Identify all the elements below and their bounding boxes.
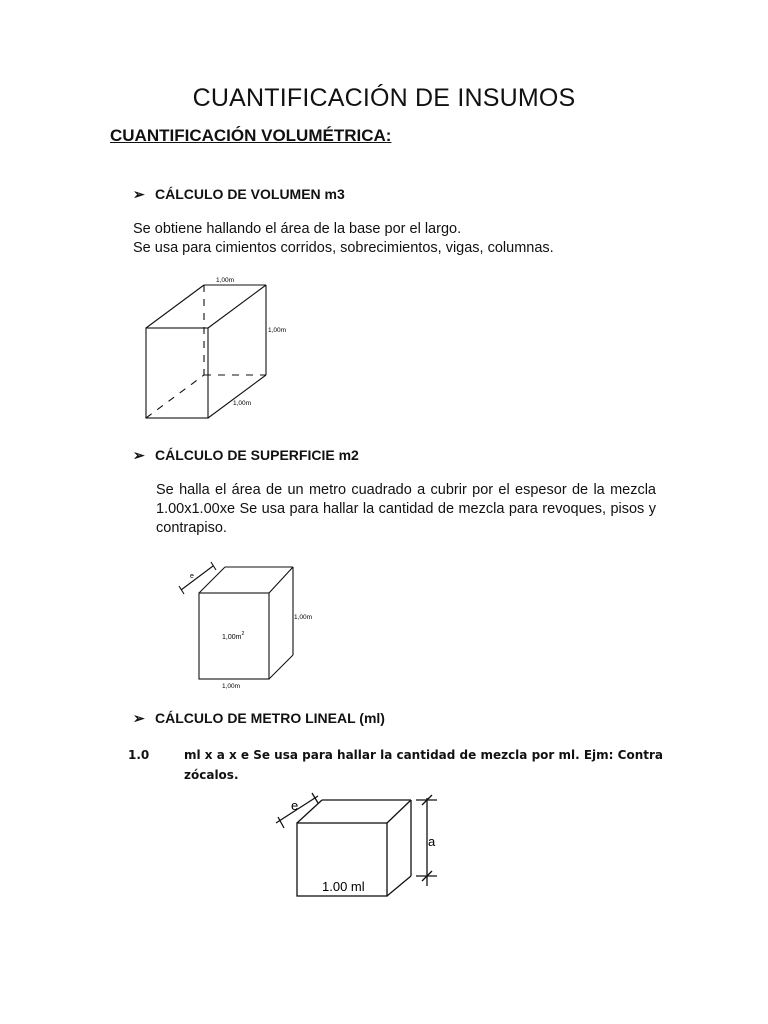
document-title: CUANTIFICACIÓN DE INSUMOS: [192, 84, 576, 112]
surface-face-label: $1,00m^2$: [222, 631, 245, 641]
cube-edge: [146, 285, 204, 328]
heading-text: CÁLCULO DE SUPERFICIE m2: [155, 447, 359, 463]
linear-thickness-label: e: [291, 798, 299, 813]
surface-block-figure: [179, 562, 293, 679]
volume-right-label: 1,00m: [268, 327, 287, 334]
heading-text: CÁLCULO DE METRO LINEAL (ml): [155, 710, 385, 726]
volume-cube-figure: [146, 285, 266, 418]
cube-hidden-edge: [146, 375, 204, 418]
heading-text: CÁLCULO DE VOLUMEN m3: [155, 186, 345, 202]
surface-description: Se halla el área de un metro cuadrado a cubrir por el espesor de la mezcla 1.00x1.00xe Se usa para hallar la cantidad de mezcla para revoques, pisos y contrapiso.: [156, 482, 656, 536]
section-heading-surface: [133, 447, 359, 464]
arrow-bullet-icon: ➢: [133, 710, 145, 726]
linear-face-label: 1.00 ml: [322, 879, 365, 894]
arrow-bullet-icon: ➢: [133, 186, 145, 202]
volume-top-label: 1,00m: [216, 277, 235, 284]
volume-line-1: Se obtiene hallando el área de la base por el largo.: [133, 221, 462, 237]
cube-front-face: [146, 328, 208, 418]
arrow-bullet-icon: ➢: [133, 447, 145, 463]
item-number: 1.0: [128, 748, 150, 762]
linear-edge: [387, 800, 411, 823]
cube-edge: [208, 285, 266, 328]
surface-thickness-label: e: [190, 573, 194, 580]
block-edge: [199, 567, 225, 593]
surface-right-label: 1,00m: [294, 614, 313, 621]
dimension-tick: [312, 793, 318, 803]
section-heading-linear: [133, 710, 385, 727]
cube-edge: [208, 375, 266, 418]
block-edge: [269, 655, 293, 679]
linear-edge: [387, 876, 411, 896]
section-subtitle: CUANTIFICACIÓN VOLUMÉTRICA:: [110, 126, 392, 145]
volume-line-2: Se usa para cimientos corridos, sobrecimientos, vigas, columnas.: [133, 240, 554, 256]
item-text: ml x a x e Se usa para hallar la cantidad de mezcla por ml. Ejm: Contra zócalos.: [184, 748, 663, 782]
thickness-dimension-line: [181, 566, 213, 590]
surface-bottom-label: 1,00m: [222, 683, 241, 690]
dimension-tick: [179, 586, 184, 594]
linear-height-label: a: [428, 834, 436, 849]
block-edge: [269, 567, 293, 593]
linear-edge: [297, 800, 322, 823]
dimension-tick: [211, 562, 216, 570]
volume-bottom-label: 1,00m: [233, 400, 252, 407]
linear-item: [128, 745, 704, 785]
